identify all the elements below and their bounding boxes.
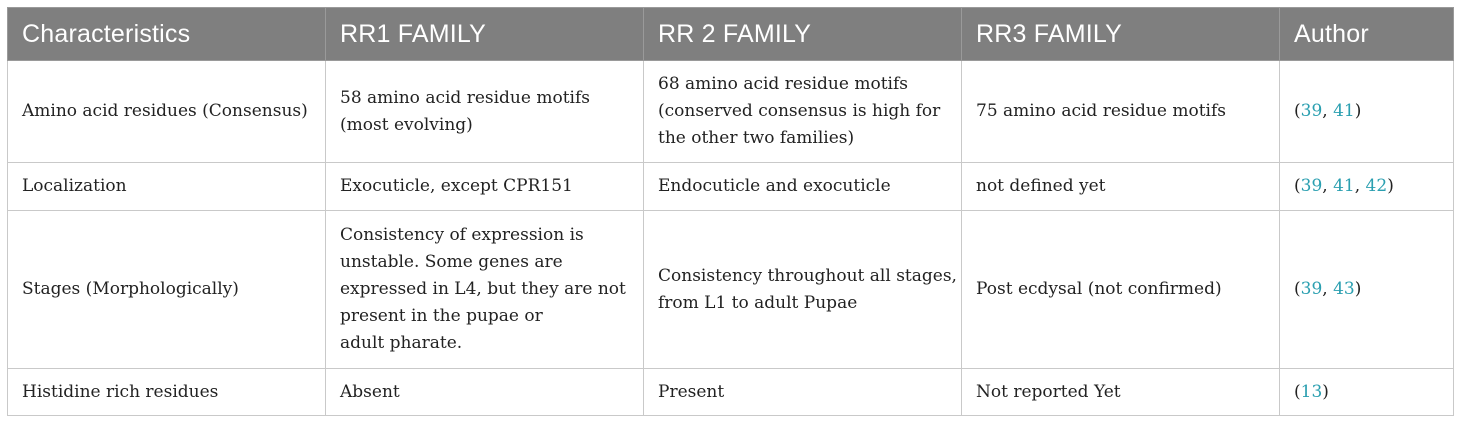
cell-text-line: Histidine rich residues [22,381,219,402]
table-row [8,211,1454,369]
cell-author-refs [1280,211,1454,369]
cell-text-line: 75 amino acid residue motifs [976,101,1226,121]
reference-link[interactable]: 39 [1300,176,1323,196]
cell-text-line: Amino acid residues (Consensus) [22,101,308,121]
table-row [8,369,1454,416]
header-rr1-family: RR1 FAMILY [326,8,644,61]
reference-link[interactable]: 39 [1300,101,1323,121]
cell-rr2 [644,61,962,163]
table-header [8,8,1454,61]
cell-characteristic [8,369,326,416]
cell-author-refs [1280,369,1454,416]
cell-rr1 [326,61,644,163]
cell-text-line: 58 amino acid residue motifs [340,87,590,108]
table-row [8,61,1454,163]
table-body [8,61,1454,416]
cell-rr2 [644,369,962,416]
ref-separator: , [1322,279,1334,299]
cell-text-line: Endocuticle and exocuticle [658,176,891,196]
header-author: Author [1280,8,1454,61]
ref-close-paren: ) [1354,101,1362,121]
ref-separator: , [1322,176,1334,196]
ref-open-paren: ( [1294,279,1301,299]
cell-rr3 [962,369,1280,416]
cell-text-line: 68 amino acid residue motifs [658,74,908,94]
cell-rr3 [962,211,1280,369]
reference-link[interactable]: 43 [1333,279,1355,299]
reference-link[interactable]: 41 [1333,176,1355,196]
cell-characteristic [8,211,326,369]
cell-text-line: not defined yet [976,176,1106,196]
header-rr2-family: RR 2 FAMILY [644,8,962,61]
ref-close-paren: ) [1354,279,1362,299]
cell-rr2 [644,163,962,211]
cell-rr3 [962,163,1280,211]
cell-text-line: (conserved consensus is high for [658,101,941,121]
header-rr3-family: RR3 FAMILY [962,8,1280,61]
header-characteristics: Characteristics [8,8,326,61]
reference-link[interactable]: 13 [1300,381,1323,402]
cell-text-line: (most evolving) [340,114,473,135]
ref-open-paren: ( [1294,176,1301,196]
cell-text-line: unstable. Some genes are [340,252,563,272]
cell-text-line: Consistency throughout all stages, [658,265,957,286]
cell-text-line: adult pharate. [340,333,463,353]
cell-rr1 [326,369,644,416]
rr-families-table [7,7,1454,416]
cell-text-line: Absent [340,381,400,402]
cell-rr2 [644,211,962,369]
cell-text-line: Consistency of expression is [340,225,584,245]
ref-separator: , [1354,176,1366,196]
cell-characteristic [8,163,326,211]
cell-text-line: Not reported Yet [976,381,1121,402]
cell-text-line: present in the pupae or [340,306,543,326]
cell-text-line: Post ecdysal (not confirmed) [976,279,1222,299]
cell-rr1 [326,163,644,211]
cell-text-line: Exocuticle, except CPR151 [340,176,573,196]
cell-rr3 [962,61,1280,163]
ref-separator: , [1322,101,1334,121]
cell-author-refs [1280,61,1454,163]
ref-close-paren: ) [1387,176,1394,196]
ref-close-paren: ) [1322,381,1329,402]
reference-link[interactable]: 41 [1333,101,1355,121]
reference-link[interactable]: 39 [1300,279,1323,299]
ref-open-paren: ( [1294,381,1301,402]
cell-text-line: expressed in L4, but they are not [340,279,626,299]
cell-text-line: Stages (Morphologically) [22,279,239,299]
cell-characteristic [8,61,326,163]
cell-text-line: Present [658,381,725,402]
cell-text-line: from L1 to adult Pupae [658,292,858,313]
cell-rr1 [326,211,644,369]
cell-author-refs [1280,163,1454,211]
reference-link[interactable]: 42 [1365,176,1388,196]
cell-text-line: the other two families) [658,128,855,148]
table-row [8,163,1454,211]
cell-text-line: Localization [22,176,127,196]
ref-open-paren: ( [1294,101,1301,121]
header-row [8,8,1454,61]
